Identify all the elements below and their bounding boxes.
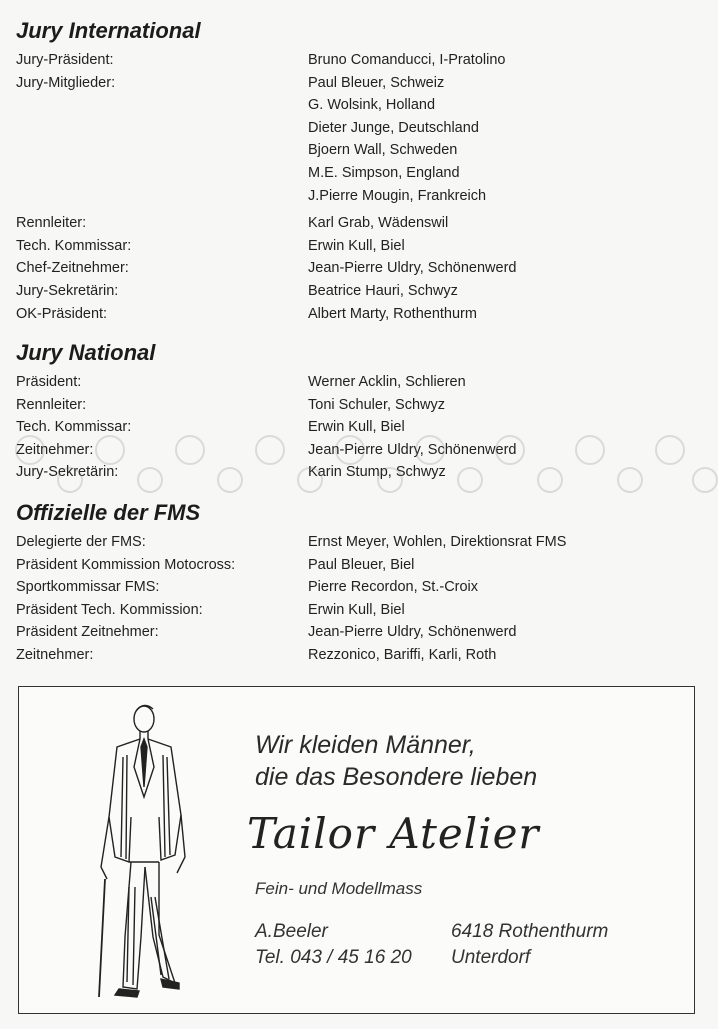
- row-label: Zeitnehmer:: [16, 646, 94, 663]
- jury-national-section: [16, 340, 706, 484]
- jury-president-row: [16, 49, 706, 72]
- row-value: Bruno Comanducci, I-Pratolino: [308, 52, 506, 68]
- official-row: [16, 621, 706, 644]
- row-value: Rezzonico, Bariffi, Karli, Roth: [308, 646, 497, 663]
- suited-man-illustration-icon: [79, 697, 209, 1002]
- row-label: Jury-Sekretärin:: [16, 464, 119, 481]
- ad-contact-tel: Tel. 043 / 45 16 20: [255, 947, 412, 968]
- ad-address-city: 6418 Rothenthurm: [451, 921, 609, 942]
- jury-members-row: [16, 72, 706, 208]
- official-row: [16, 461, 706, 484]
- official-row: [16, 280, 706, 303]
- row-label: Rennleiter:: [16, 215, 87, 232]
- official-row: [16, 235, 706, 258]
- row-label: Jury-Präsident:: [16, 52, 114, 68]
- row-value: Beatrice Hauri, Schwyz: [308, 282, 458, 299]
- row-value: Werner Acklin, Schlieren: [308, 374, 466, 390]
- row-label: Rennleiter:: [16, 396, 87, 413]
- row-value: Pierre Recordon, St.-Croix: [308, 579, 479, 596]
- row-label: Jury-Mitglieder:: [16, 74, 116, 91]
- jury-member: Dieter Junge, Deutschland: [308, 119, 479, 136]
- jury-international-title: Jury International: [16, 18, 201, 43]
- row-value: Jean-Pierre Uldry, Schönenwerd: [308, 624, 517, 641]
- row-value: Erwin Kull, Biel: [308, 601, 405, 618]
- row-value: Toni Schuler, Schwyz: [308, 396, 446, 413]
- row-value: Jean-Pierre Uldry, Schönenwerd: [308, 260, 517, 277]
- row-value: Jean-Pierre Uldry, Schönenwerd: [308, 441, 517, 458]
- jury-national-title: Jury National: [16, 340, 156, 365]
- official-row: [16, 212, 706, 235]
- jury-member: Bjoern Wall, Schweden: [308, 142, 458, 159]
- jury-member: M.E. Simpson, England: [308, 164, 460, 181]
- tailor-advertisement: [18, 686, 695, 1014]
- official-row: [16, 599, 706, 622]
- official-row: [16, 416, 706, 439]
- row-value: Erwin Kull, Biel: [308, 237, 405, 254]
- fms-officials-title: Offizielle der FMS: [16, 500, 201, 525]
- official-row: [16, 371, 706, 394]
- row-value: Ernst Meyer, Wohlen, Direktionsrat FMS: [308, 534, 567, 550]
- official-row: [16, 576, 706, 599]
- row-value: Erwin Kull, Biel: [308, 419, 405, 436]
- row-label: Delegierte der FMS:: [16, 534, 146, 550]
- jury-member: J.Pierre Mougin, Frankreich: [308, 187, 487, 204]
- jury-international-section: [16, 18, 706, 325]
- row-label: Tech. Kommissar:: [16, 237, 132, 254]
- official-row: [16, 531, 706, 554]
- row-label: Chef-Zeitnehmer:: [16, 260, 129, 277]
- row-label: Jury-Sekretärin:: [16, 282, 119, 299]
- row-label: Präsident Tech. Kommission:: [16, 601, 203, 618]
- row-label: Sportkommissar FMS:: [16, 579, 160, 596]
- fms-officials-section: [16, 500, 706, 667]
- ad-subtitle: Fein- und Modellmass: [255, 879, 423, 898]
- row-value: Albert Marty, Rothenthurm: [308, 305, 477, 322]
- row-label: Präsident Kommission Motocross:: [16, 556, 236, 573]
- ad-slogan-line: die das Besondere lieben: [255, 763, 538, 791]
- official-row: [16, 554, 706, 577]
- row-value: Paul Bleuer, Biel: [308, 556, 415, 573]
- ad-address-area: Unterdorf: [451, 947, 531, 968]
- ad-brand-name: Tailor Atelier: [247, 809, 540, 858]
- official-row: [16, 394, 706, 417]
- official-row: [16, 439, 706, 462]
- row-value: Karl Grab, Wädenswil: [308, 215, 449, 232]
- jury-member: Paul Bleuer, Schweiz: [308, 74, 445, 91]
- official-row: [16, 303, 706, 326]
- official-row: [16, 257, 706, 280]
- row-label: Präsident Zeitnehmer:: [16, 624, 159, 641]
- row-label: Zeitnehmer:: [16, 441, 94, 458]
- ad-slogan: [255, 729, 537, 793]
- row-label: Tech. Kommissar:: [16, 419, 132, 436]
- ad-contact-name: A.Beeler: [255, 921, 328, 942]
- official-row: [16, 644, 706, 667]
- jury-member: G. Wolsink, Holland: [308, 97, 436, 114]
- row-label: OK-Präsident:: [16, 305, 108, 322]
- row-label: Präsident:: [16, 374, 82, 390]
- row-value: Karin Stump, Schwyz: [308, 464, 446, 481]
- ad-slogan-line: Wir kleiden Männer,: [255, 731, 476, 759]
